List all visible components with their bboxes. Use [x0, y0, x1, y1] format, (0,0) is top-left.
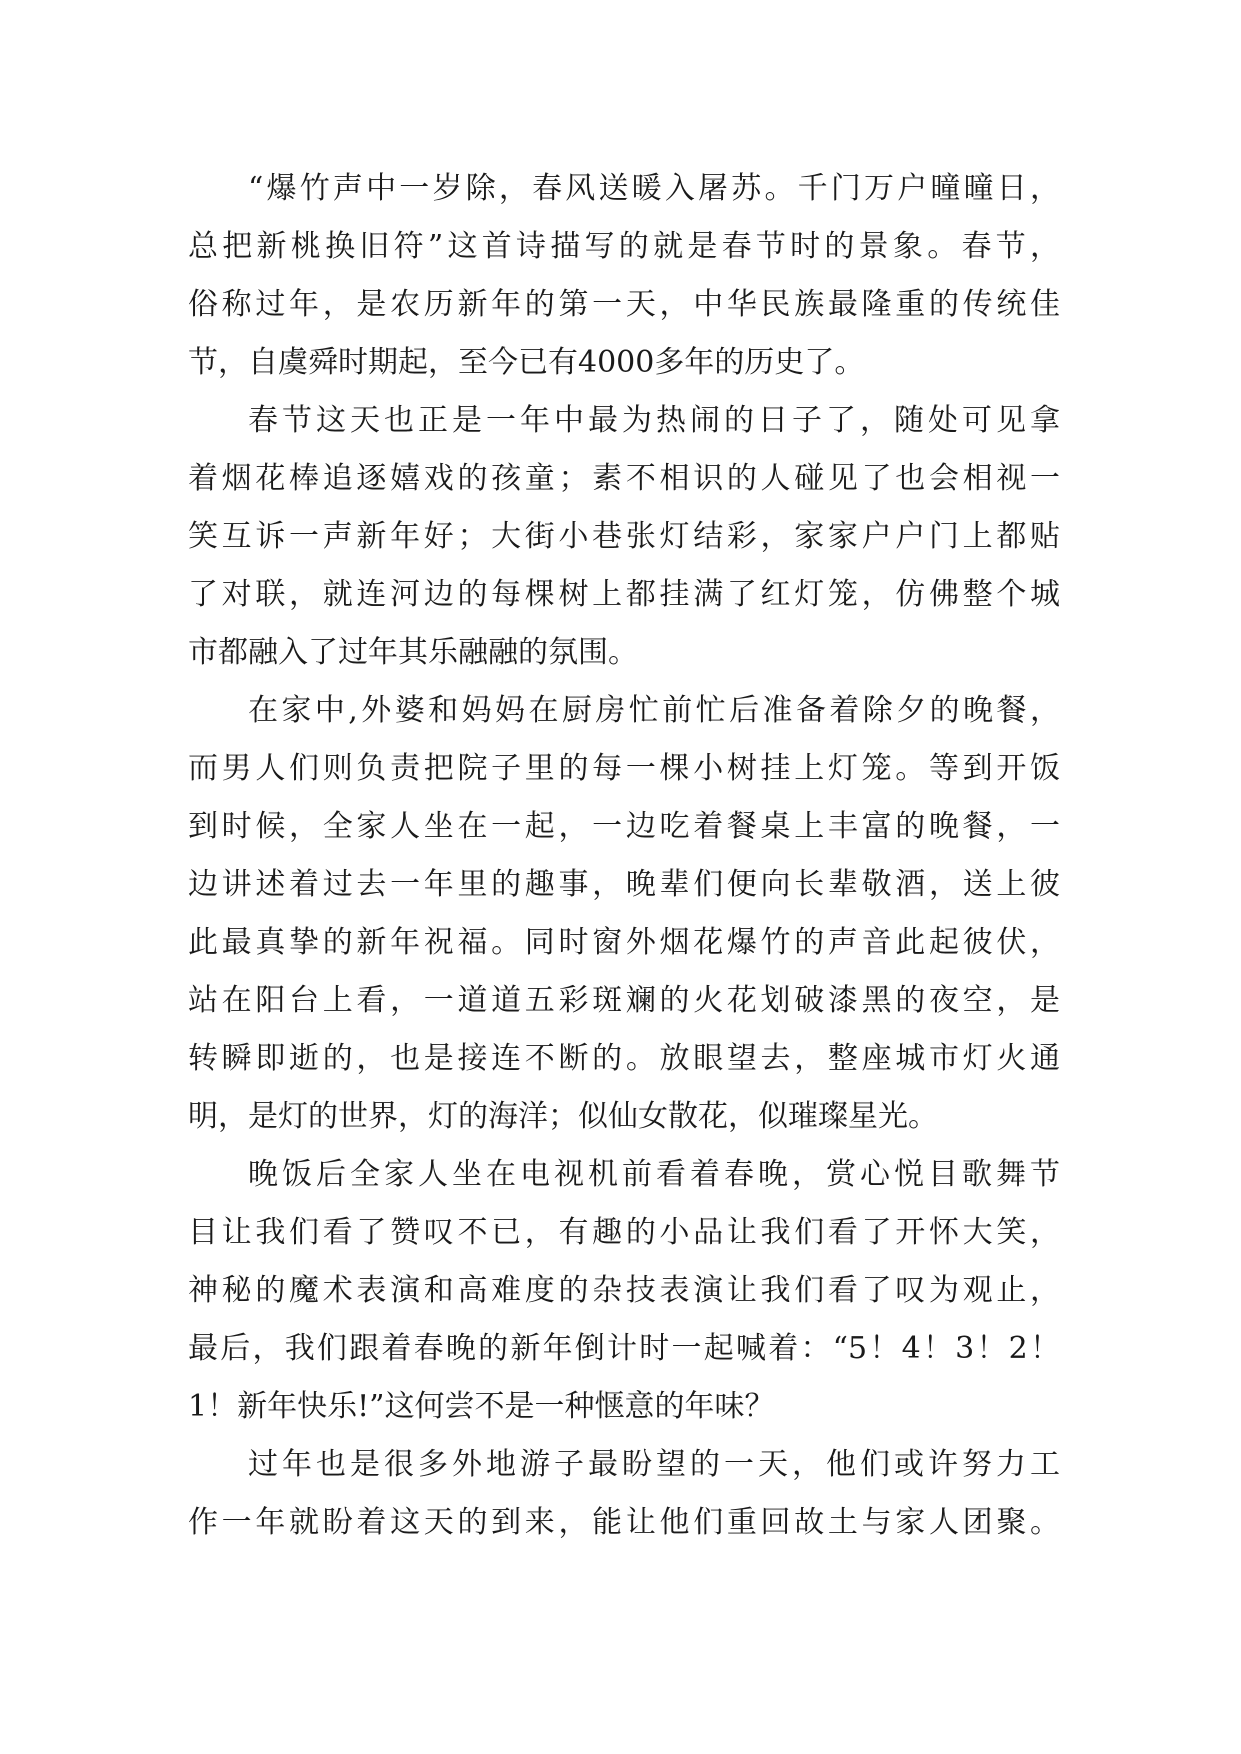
paragraph-line: 俗称过年，是农历新年的第一天，中华民族最隆重的传统佳	[188, 287, 1060, 322]
paragraph-line: 市都融入了过年其乐融融的氛围。	[188, 635, 638, 670]
paragraph-line: 1！新年快乐!”这何尝不是一种惬意的年味？	[188, 1389, 775, 1424]
paragraph-line: 作一年就盼着这天的到来，能让他们重回故土与家人团聚。	[188, 1505, 1060, 1540]
paragraph-line: 总把新桃换旧符”这首诗描写的就是春节时的景象。春节，	[188, 229, 1060, 264]
paragraph-first-line: 过年也是很多外地游子最盼望的一天，他们或许努力工	[248, 1447, 1060, 1482]
paragraph-line: 边讲述着过去一年里的趣事，晚辈们便向长辈敬酒，送上彼	[188, 867, 1060, 902]
paragraph-first-line: 晚饭后全家人坐在电视机前看着春晚，赏心悦目歌舞节	[248, 1157, 1060, 1192]
paragraph-line: 明，是灯的世界，灯的海洋；似仙女散花，似璀璨星光。	[188, 1099, 938, 1134]
paragraph-line: 而男人们则负责把院子里的每一棵小树挂上灯笼。等到开饭	[188, 751, 1060, 786]
paragraph-line: 此最真挚的新年祝福。同时窗外烟花爆竹的声音此起彼伏，	[188, 925, 1060, 960]
paragraph-line: 着烟花棒追逐嬉戏的孩童；素不相识的人碰见了也会相视一	[188, 461, 1060, 496]
paragraph-line: 了对联，就连河边的每棵树上都挂满了红灯笼，仿佛整个城	[188, 577, 1060, 612]
paragraph-line: 站在阳台上看，一道道五彩斑斓的火花划破漆黑的夜空，是	[188, 983, 1060, 1018]
paragraph-first-line: 在家中,外婆和妈妈在厨房忙前忙后准备着除夕的晚餐，	[248, 693, 1060, 728]
essay-body	[188, 160, 1060, 1552]
paragraph-line: 目让我们看了赞叹不已，有趣的小品让我们看了开怀大笑，	[188, 1215, 1060, 1250]
paragraph-line: 节，自虞舜时期起，至今已有4000多年的历史了。	[188, 345, 865, 380]
paragraph-line: 笑互诉一声新年好；大街小巷张灯结彩，家家户户门上都贴	[188, 519, 1060, 554]
paragraph-line: 到时候，全家人坐在一起，一边吃着餐桌上丰富的晚餐，一	[188, 809, 1060, 844]
paragraph-line: 神秘的魔术表演和高难度的杂技表演让我们看了叹为观止，	[188, 1273, 1060, 1308]
paragraph-line: 转瞬即逝的，也是接连不断的。放眼望去，整座城市灯火通	[188, 1041, 1060, 1076]
paragraph-first-line: “爆竹声中一岁除，春风送暖入屠苏。千门万户曈曈日，	[248, 171, 1060, 206]
paragraph-line: 最后，我们跟着春晚的新年倒计时一起喊着：“5！4！3！2！	[188, 1331, 1060, 1366]
paragraph-first-line: 春节这天也正是一年中最为热闹的日子了，随处可见拿	[248, 403, 1060, 438]
